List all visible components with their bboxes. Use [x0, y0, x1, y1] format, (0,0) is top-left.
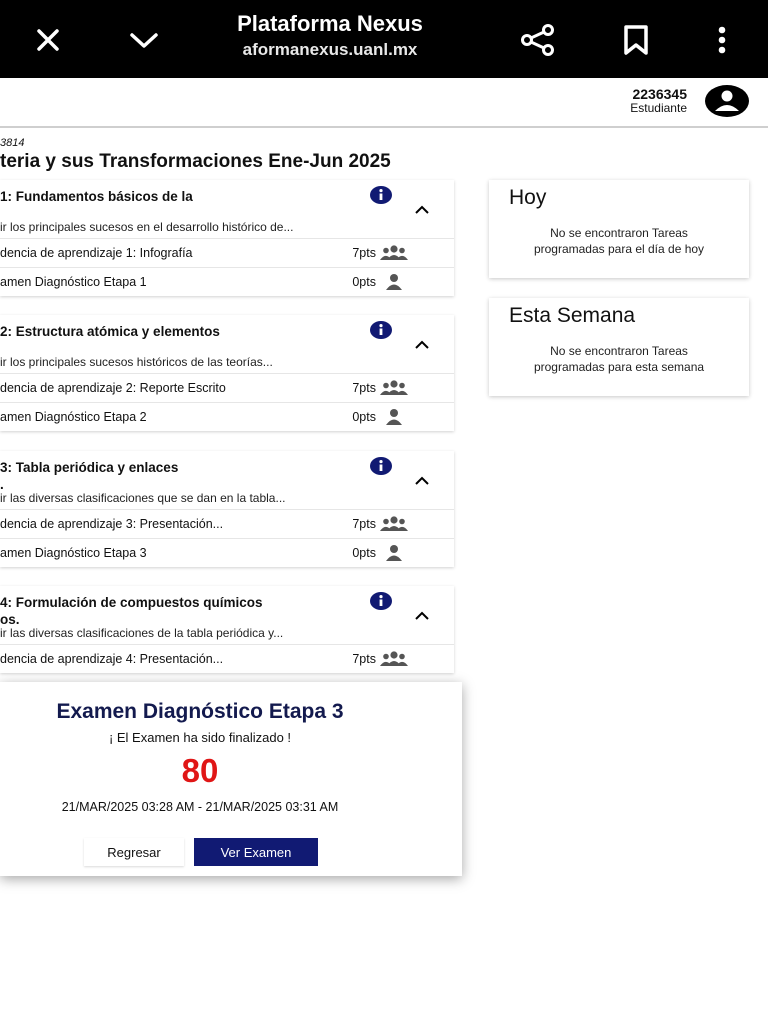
activity-row[interactable] — [0, 538, 454, 567]
close-icon[interactable] — [28, 20, 68, 60]
stage-title: 1: Fundamentos básicos de la — [0, 189, 193, 204]
chevron-up-icon[interactable] — [412, 202, 432, 218]
chevron-up-icon[interactable] — [412, 337, 432, 353]
page-header — [0, 78, 768, 128]
stage-description: ir los principales sucesos en el desarrollo histórico de... — [0, 220, 294, 234]
exam-dates: 21/MAR/2025 03:28 AM - 21/MAR/2025 03:31 AM — [61, 800, 339, 814]
activity-points: 7pts — [352, 652, 376, 666]
stage-description: ir las diversas clasificaciones que se dan en la tabla... — [0, 491, 286, 505]
stage-title-line: 4: Formulación de compuestos químicos os. — [0, 595, 263, 627]
browser-url[interactable]: aformanexus.uanl.mx — [242, 40, 418, 59]
user-id: 2236345 — [632, 86, 687, 102]
activity-row[interactable] — [0, 644, 454, 673]
activity-label: amen Diagnóstico Etapa 2 — [0, 410, 147, 424]
activity-label: dencia de aprendizaje 4: Presentación... — [0, 652, 224, 666]
activity-points: 7pts — [352, 246, 376, 260]
activity-label: dencia de aprendizaje 2: Reporte Escrito — [0, 381, 226, 395]
panel-message: No se encontraron Tareas programadas para esta semana — [533, 344, 705, 374]
exam-score: 80 — [181, 752, 219, 789]
info-icon[interactable] — [370, 186, 392, 204]
info-icon[interactable] — [370, 457, 392, 475]
avatar-icon[interactable] — [704, 84, 750, 118]
stage-card-1 — [0, 180, 454, 296]
person-icon — [380, 273, 408, 291]
person-icon — [380, 544, 408, 562]
more-vert-icon[interactable] — [702, 20, 742, 60]
browser-topbar — [0, 0, 768, 78]
activity-label: dencia de aprendizaje 1: Infografía — [0, 246, 193, 260]
chevron-up-icon[interactable] — [412, 473, 432, 489]
browser-title-area — [190, 10, 470, 62]
stage-card-4 — [0, 586, 454, 673]
modal-title: Examen Diagnóstico Etapa 3 — [56, 700, 344, 723]
browser-title: Plataforma Nexus — [237, 11, 423, 36]
activity-label: dencia de aprendizaje 3: Presentación... — [0, 517, 224, 531]
activity-row[interactable] — [0, 238, 454, 267]
course-code: 3814 — [0, 137, 25, 149]
stage-title: 2: Estructura atómica y elementos — [0, 324, 220, 339]
activity-points: 0pts — [352, 546, 376, 560]
user-info — [630, 87, 687, 115]
activity-points: 0pts — [352, 410, 376, 424]
activity-row[interactable] — [0, 373, 454, 402]
panel-message: No se encontraron Tareas programadas para el día de hoy — [533, 226, 705, 256]
stage-title — [0, 594, 360, 628]
chevron-up-icon[interactable] — [412, 608, 432, 624]
week-panel — [489, 298, 749, 396]
stage-card-2 — [0, 315, 454, 431]
activity-row[interactable] — [0, 402, 454, 431]
stage-description: ir los principales sucesos históricos de las teorías... — [0, 355, 273, 369]
info-icon[interactable] — [370, 592, 392, 610]
view-exam-button[interactable]: Ver Examen — [194, 838, 318, 866]
info-icon[interactable] — [370, 321, 392, 339]
course-title: teria y sus Transformaciones Ene-Jun 2025 — [0, 151, 391, 172]
today-panel — [489, 180, 749, 278]
stage-card-3 — [0, 451, 454, 567]
activity-points: 7pts — [352, 381, 376, 395]
panel-title: Esta Semana — [509, 304, 636, 327]
activity-row[interactable] — [0, 509, 454, 538]
panel-title: Hoy — [509, 186, 547, 209]
stage-header[interactable] — [0, 180, 454, 238]
exam-result-modal — [0, 682, 462, 876]
stage-title — [0, 459, 360, 493]
user-role: Estudiante — [630, 101, 687, 115]
activity-points: 0pts — [352, 275, 376, 289]
group-icon — [380, 244, 408, 262]
stage-description: ir las diversas clasificaciones de la tabla periódica y... — [0, 626, 284, 640]
share-icon[interactable] — [518, 20, 558, 60]
chevron-down-icon[interactable] — [124, 20, 164, 60]
activity-label: amen Diagnóstico Etapa 3 — [0, 546, 147, 560]
group-icon — [380, 650, 408, 668]
stage-title-line: 3: Tabla periódica y enlaces . — [0, 460, 179, 492]
modal-subtitle: ¡ El Examen ha sido finalizado ! — [108, 730, 292, 745]
stage-header[interactable] — [0, 586, 454, 644]
bookmark-icon[interactable] — [616, 20, 656, 60]
group-icon — [380, 515, 408, 533]
person-icon — [380, 408, 408, 426]
activity-row[interactable] — [0, 267, 454, 296]
activity-points: 7pts — [352, 517, 376, 531]
activity-label: amen Diagnóstico Etapa 1 — [0, 275, 147, 289]
stage-header[interactable] — [0, 451, 454, 509]
back-button[interactable]: Regresar — [84, 838, 184, 866]
group-icon — [380, 379, 408, 397]
stage-header[interactable] — [0, 315, 454, 373]
